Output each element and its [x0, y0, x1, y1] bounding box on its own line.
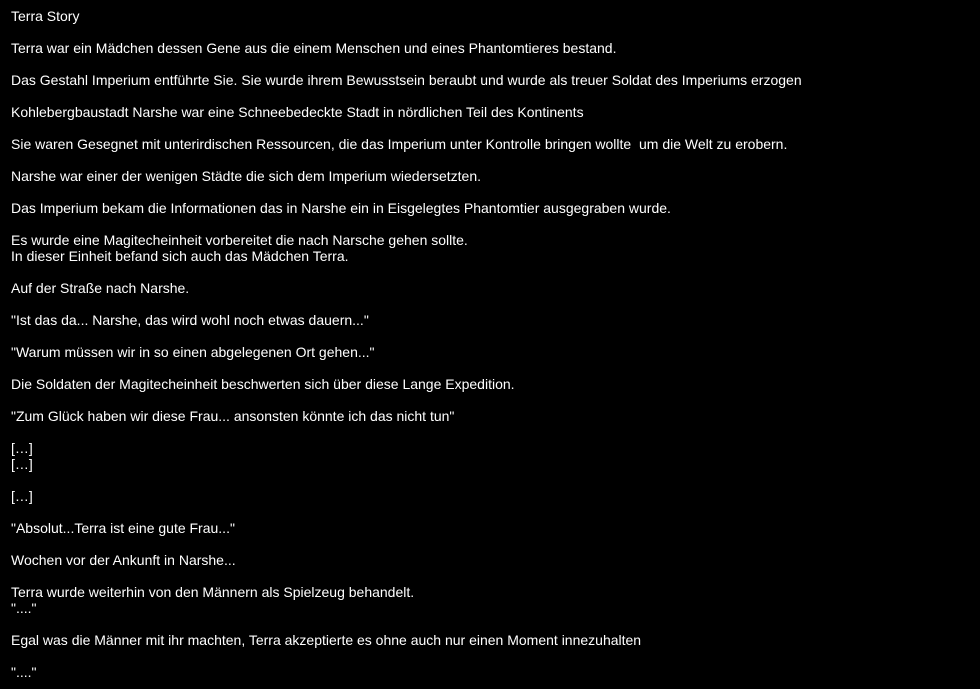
story-paragraph: "Zum Glück haben wir diese Frau... ansonsten könnte ich das nicht tun"	[11, 408, 455, 424]
story-paragraph: "...."	[11, 664, 37, 680]
story-paragraph: Die Soldaten der Magitecheinheit beschwerten sich über diese Lange Expedition.	[11, 376, 515, 392]
story-paragraph: Narshe war einer der wenigen Städte die sich dem Imperium wiedersetzten.	[11, 168, 482, 184]
story-paragraph: "Warum müssen wir in so einen abgelegenen Ort gehen..."	[11, 344, 375, 360]
story-paragraph: Das Gestahl Imperium entführte Sie. Sie wurde ihrem Bewusstsein beraubt und wurde als treuer Soldat des Imperiums erzogen	[11, 72, 802, 88]
story-paragraph: […] […]	[11, 440, 33, 472]
story-paragraph: Kohlebergbaustadt Narshe war eine Schneebedeckte Stadt in nördlichen Teil des Kontinents	[11, 104, 584, 120]
story-paragraph: […]	[11, 488, 33, 504]
story-paragraph: Sie waren Gesegnet mit unterirdischen Ressourcen, die das Imperium unter Kontrolle bringen wollte um die Welt zu erobern.	[11, 136, 788, 152]
story-paragraph: "Ist das da... Narshe, das wird wohl noch etwas dauern..."	[11, 312, 369, 328]
story-paragraph: Es wurde eine Magitecheinheit vorbereitet die nach Narsche gehen sollte. In dieser Einheit befand sich auch das Mädchen Terra.	[11, 232, 468, 264]
story-title: Terra Story	[11, 8, 80, 24]
story-paragraph: Auf der Straße nach Narshe.	[11, 280, 190, 296]
story-paragraph: Das Imperium bekam die Informationen das in Narshe ein in Eisgelegtes Phantomtier ausgegraben wurde.	[11, 200, 671, 216]
story-paragraph: Terra war ein Mädchen dessen Gene aus die einem Menschen und eines Phantomtieres bestand.	[11, 40, 617, 56]
story-body	[11, 40, 980, 680]
story-paragraph: Terra wurde weiterhin von den Männern als Spielzeug behandelt. "...."	[11, 584, 415, 616]
story-paragraph: Egal was die Männer mit ihr machten, Terra akzeptierte es ohne auch nur einen Moment innezuhalten	[11, 632, 642, 648]
story-paragraph: Wochen vor der Ankunft in Narshe...	[11, 552, 236, 568]
story-paragraph: "Absolut...Terra ist eine gute Frau..."	[11, 520, 235, 536]
